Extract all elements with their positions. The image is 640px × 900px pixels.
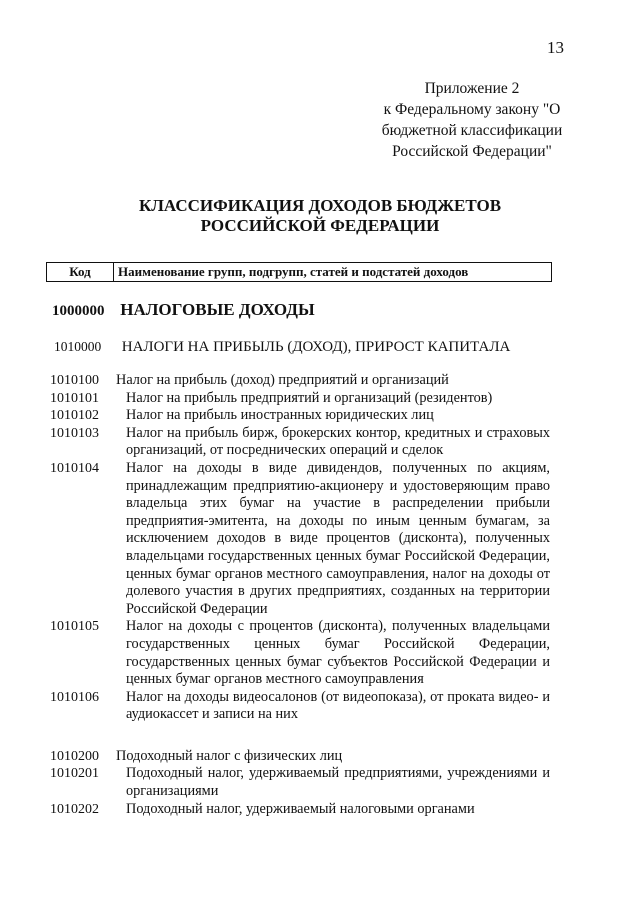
row-text: Налог на доходы видеосалонов (от видеопоказа), от проката видео- и аудиокассет и записи на них <box>126 688 550 723</box>
annex-line: Российской Федерации" <box>392 143 552 160</box>
row-text: Налог на прибыль предприятий и организаций (резидентов) <box>126 389 493 406</box>
title-line-2: РОССИЙСКОЙ ФЕДЕРАЦИИ <box>200 216 440 235</box>
row-code: 1010102 <box>50 408 99 424</box>
row-code: 1010201 <box>50 766 99 782</box>
table-row <box>50 425 550 460</box>
annex-reference <box>372 78 572 162</box>
row-text: Подоходный налог с физических лиц <box>116 747 343 764</box>
annex-line: к Федеральному закону "О <box>383 101 561 118</box>
table-row <box>50 801 550 819</box>
row-text: Налог на прибыль (доход) предприятий и организаций <box>116 372 449 388</box>
row-code: 1010200 <box>50 748 99 764</box>
row-code: 1010100 <box>50 373 99 388</box>
row-code: 1010105 <box>50 619 99 635</box>
row-text: Налог на прибыль иностранных юридических лиц <box>126 407 434 424</box>
subsection-name: НАЛОГИ НА ПРИБЫЛЬ (ДОХОД), ПРИРОСТ КАПИТАЛА <box>121 339 511 355</box>
table-row <box>50 765 550 800</box>
row-text: Налог на прибыль бирж, брокерских контор, кредитных и страховых организаций, от посреднических операций и сделок <box>126 424 550 459</box>
title-line-1: КЛАССИФИКАЦИЯ ДОХОДОВ БЮДЖЕТОВ <box>138 196 502 215</box>
row-text: Подоходный налог, удерживаемый предприятиями, учреждениями и организациями <box>126 765 550 800</box>
subsection-heading <box>54 339 510 356</box>
table-row <box>50 748 550 766</box>
row-text: Налог на доходы в виде дивидендов, полученных по акциям, принадлежащим предприятию-акционеру и удостоверяющим право владельца этих бумаг на участие в распределении прибыли предприятия-эмитента, на доходы по иным ценным бумагам, за исключением доходов в виде процентов (дисконта), полученных владельцами государственных ценных бумаг Российской Федерации, ценных бумаг органов местного самоуправления, налог на доходы от долевого участия в других предприятиях, созданных на территории Российской Федерации <box>126 459 550 617</box>
row-code: 1010202 <box>50 801 99 817</box>
table-row <box>50 460 550 618</box>
table-row <box>50 689 550 724</box>
classification-rows <box>50 372 550 818</box>
table-header <box>46 262 552 282</box>
table-row <box>50 407 550 425</box>
section-heading <box>52 300 315 320</box>
row-code: 1010101 <box>50 390 99 406</box>
table-row <box>50 390 550 408</box>
row-code: 1010103 <box>50 425 99 441</box>
table-row <box>50 618 550 688</box>
header-code: Код <box>47 263 114 281</box>
document-title <box>0 196 640 236</box>
table-row <box>50 372 550 390</box>
subsection-code: 1010000 <box>54 339 102 354</box>
row-text: Налог на доходы с процентов (дисконта), полученных владельцами государственных ценных бумаг Российской Федерации, государственных ценных бумаг субъектов Российской Федерации и ценных бумаг органов местного самоуправления <box>126 618 550 688</box>
row-text: Подоходный налог, удерживаемый налоговыми органами <box>126 800 475 817</box>
annex-line: Приложение 2 <box>424 80 520 97</box>
row-code: 1010106 <box>50 689 99 705</box>
row-group-spacer <box>50 724 550 748</box>
header-name: Наименование групп, подгрупп, статей и подстатей доходов <box>118 264 469 279</box>
section-code: 1000000 <box>52 303 105 319</box>
page-number: 13 <box>547 38 564 57</box>
section-name: НАЛОГОВЫЕ ДОХОДЫ <box>120 300 315 319</box>
row-code: 1010104 <box>50 460 99 476</box>
annex-line: бюджетной классификации <box>381 122 563 139</box>
